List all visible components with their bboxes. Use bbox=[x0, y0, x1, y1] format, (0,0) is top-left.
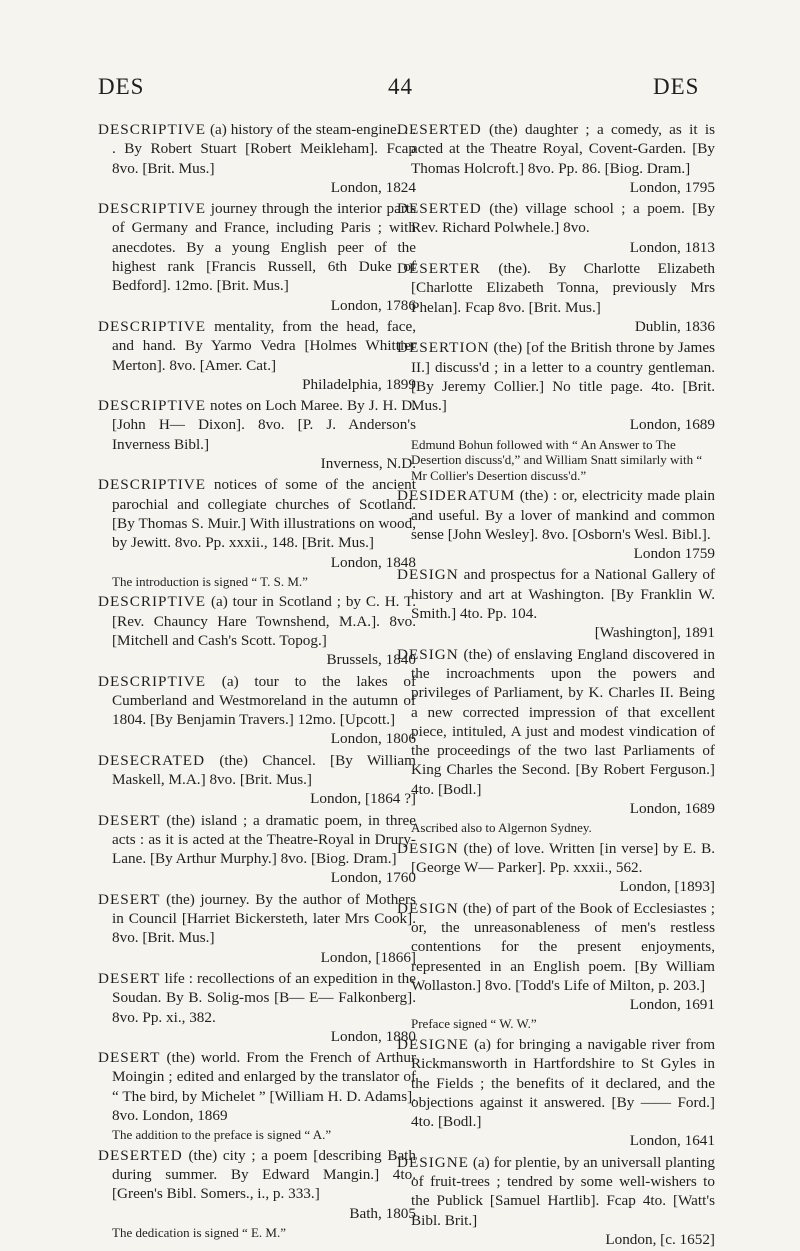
bibliography-entry bbox=[98, 969, 416, 1046]
entry-body: (a) tour in Scotland ; by C. H. T. [Rev. Chauncy Hare Townshend, M.A.]. 8vo. [Mitchell and Cash's Scott. Topog.] bbox=[112, 593, 417, 649]
entry-imprint: Bath, 1805 bbox=[349, 1204, 416, 1222]
entry-imprint: Philadelphia, 1899 bbox=[302, 375, 416, 393]
entry-body: (the) : or, electricity made plain and useful. By a lover of mankind and common sense [John Wesley]. 8vo. [Osborn's Wesl. Bibl.]. bbox=[411, 487, 716, 543]
entry-body: life : recollections of an expedition in the Soudan. By B. Solig-mos [B— E— Falkonberg]. 8vo. Pp. xi., 382. bbox=[112, 969, 417, 1026]
entry-imprint: Dublin, 1836 bbox=[634, 317, 715, 335]
entry-body: (the) journey. By the author of Mothers in Council [Harriet Bickersteth, later Mrs Cook]. 8vo. [Brit. Mus.] bbox=[112, 890, 416, 947]
entry-headword: DESERT bbox=[98, 1049, 161, 1067]
entry-body: (the) Chancel. [By William Maskell, M.A.] 8vo. [Brit. Mus.] bbox=[112, 751, 416, 788]
entry-body: (a) for plentie, by an universall planting of fruit-trees ; tendred by some well-wishers to the Publick [Samuel Hartlib]. Fcap 4to. [Watt's Bibl. Brit.] bbox=[411, 1153, 715, 1229]
entry-imprint: London, 1824 bbox=[330, 178, 416, 196]
bibliography-entry bbox=[98, 890, 416, 967]
right-column bbox=[397, 120, 715, 1251]
entry-headword: DESECRATED bbox=[98, 751, 206, 769]
bibliography-entry bbox=[98, 199, 416, 315]
entry-imprint: London, 1786 bbox=[330, 296, 416, 314]
entry-headword: DESCRIPTIVE bbox=[98, 200, 207, 218]
bibliography-entry bbox=[98, 396, 416, 473]
entry-imprint: [Washington], 1891 bbox=[594, 624, 715, 642]
entry-headword: DESCRIPTIVE bbox=[98, 397, 207, 415]
entry-body: mentality, from the head, face, and hand. By Yarmo Vedra [Holmes Whittier Merton]. 8vo. [Amer. Cat.] bbox=[112, 317, 416, 374]
entry-body: notices of some of the ancient parochial and collegiate churches of Scotland. [By Thomas S. Muir.] With illustrations on wood, by Jewitt. 8vo. Pp. xxxii., 148. [Brit. Mus.] bbox=[112, 476, 416, 552]
entry-body: (the) daughter ; a comedy, as it is acted at the Theatre Royal, Covent-Garden. [By Thomas Holcroft.] 8vo. Pp. 86. [Biog. Dram.] bbox=[411, 121, 716, 177]
entry-imprint: London, 1880 bbox=[330, 1027, 416, 1045]
entry-body: (the) island ; a dramatic poem, in three acts : as it is acted at the Theatre-Royal in Drury-Lane. [By Arthur Murphy.] 8vo. [Biog. Dram.] bbox=[112, 811, 417, 868]
entry-body: (a) history of the steam-engine. . . . By Robert Stuart [Robert Meikleham]. Fcap 8vo. [Brit. Mus.] bbox=[112, 121, 416, 177]
entry-imprint: London, 1760 bbox=[330, 869, 416, 887]
entry-imprint: London, 1795 bbox=[629, 178, 715, 196]
entry-imprint: London, [1893] bbox=[619, 878, 715, 896]
entry-imprint: London, 1806 bbox=[330, 730, 416, 748]
entry-imprint: Inverness, N.D. bbox=[320, 455, 416, 473]
bibliography-entry bbox=[98, 592, 416, 669]
bibliography-entry bbox=[397, 1153, 715, 1249]
entry-imprint: London, [1864 ?] bbox=[310, 790, 416, 808]
entry-headword: DESERTER bbox=[397, 260, 481, 278]
bibliography-entry bbox=[98, 672, 416, 749]
entry-note: Preface signed “ W. W.” bbox=[411, 1016, 537, 1032]
entry-headword: DESIGNE bbox=[397, 1035, 469, 1053]
entry-body: and prospectus for a National Gallery of history and art at Washington. [By Franklin W. Smith.] 4to. Pp. 104. bbox=[411, 566, 716, 623]
entry-imprint: London, [c. 1652] bbox=[605, 1230, 715, 1248]
entry-body: (the) village school ; a poem. [By Rev. Richard Polwhele.] 8vo. bbox=[411, 200, 715, 237]
entry-body: (the) of love. Written [in verse] by E. B. [George W— Parker]. Pp. xxxii., 562. bbox=[411, 839, 715, 877]
entry-headword: DESCRIPTIVE bbox=[98, 121, 207, 138]
left-column bbox=[98, 120, 416, 1244]
entry-headword: DESIGN bbox=[397, 566, 459, 584]
entry-note: The introduction is signed “ T. S. M.” bbox=[112, 573, 308, 589]
entry-body: (the) of enslaving England discovered in the incroachments upon the powers and privileges of Parliament, by K. Charles II. Being a new corrected impression of that excellent piece, intituled, A just and modest vindication of the proceedings of the two last Parliaments of King Charles the Second. [By Robert Ferguson.] 4to. [Bodl.] bbox=[411, 645, 715, 798]
bibliography-entry bbox=[397, 645, 715, 819]
header-right: DES bbox=[653, 74, 700, 99]
entry-note: The dedication is signed “ E. M.” bbox=[112, 1225, 287, 1241]
entry-headword: DESERT bbox=[98, 890, 161, 908]
entry-body: (a) for bringing a navigable river from Rickmansworth in Hartfordshire to St Gyles in the Fields ; the benefits of it declared, and the objections against it answered. [By —— Ford.] 4to. [Bodl.] bbox=[411, 1035, 716, 1131]
entry-imprint: London, 1848 bbox=[330, 553, 416, 571]
entry-imprint: London, [1866] bbox=[320, 948, 416, 966]
entry-headword: DESERT bbox=[98, 811, 161, 829]
header-left: DES bbox=[98, 74, 145, 99]
entry-imprint: London, 1691 bbox=[629, 996, 715, 1014]
bibliography-entry bbox=[397, 839, 715, 897]
bibliography-entry bbox=[98, 1048, 416, 1125]
entry-body: journey through the interior parts of Germany and France, including Paris ; with anecdotes. By a young English peer of the highest rank [Francis Russell, 6th Duke of Bedford]. 12mo. [Brit. Mus.] bbox=[112, 200, 417, 295]
bibliography-entry bbox=[397, 338, 715, 434]
entry-body: (the). By Charlotte Elizabeth [Charlotte Elizabeth Tonna, previously Mrs Phelan]. Fcap 8vo. [Brit. Mus.] bbox=[411, 260, 715, 316]
bibliography-entry bbox=[397, 120, 715, 197]
bibliography-entry bbox=[98, 475, 416, 571]
entry-headword: DESCRIPTIVE bbox=[98, 672, 207, 690]
entry-note: The addition to the preface is signed “ A.” bbox=[112, 1127, 332, 1143]
entry-body: (the) city ; a poem [describing Bath during summer. By Edward Mangin.] 4to. [Green's Bibl. Somers., i., p. 333.] bbox=[112, 1146, 416, 1203]
bibliography-entry bbox=[98, 751, 416, 809]
entry-imprint: London, 1689 bbox=[629, 416, 715, 434]
entry-headword: DESERTED bbox=[98, 1146, 183, 1164]
bibliography-entry bbox=[397, 486, 715, 563]
bibliography-entry bbox=[397, 565, 715, 642]
entry-headword: DESERT bbox=[98, 969, 161, 987]
entry-note: Edmund Bohun followed with “ An Answer to The Desertion discuss'd,” and William Snatt similarly with “ Mr Collier's Desertion discuss'd.” bbox=[411, 436, 703, 483]
entry-imprint: London 1759 bbox=[633, 545, 715, 563]
entry-note: Ascribed also to Algernon Sydney. bbox=[411, 820, 592, 836]
entry-headword: DESIGNE bbox=[397, 1153, 469, 1171]
entry-headword: DESIGN bbox=[397, 645, 459, 663]
bibliography-entry bbox=[397, 259, 715, 336]
page-number: 44 bbox=[388, 74, 413, 99]
entry-body: (the) [of the British throne by James II.] discuss'd ; in a letter to a country gentleman. [By Jeremy Collier.] No title page. 4to. [Brit. Mus.] bbox=[411, 339, 716, 415]
entry-headword: DESERTED bbox=[397, 121, 482, 138]
bibliography-entry bbox=[397, 899, 715, 1015]
entry-body: (the) of part of the Book of Ecclesiastes ; or, the unreasonableness of men's restless contentions for the present enjoyments, represented in an English poem. [By William Wollaston.] 8vo. [Todd's Life of Milton, p. 203.] bbox=[411, 899, 716, 994]
bibliography-entry bbox=[98, 120, 416, 197]
entry-headword: DESCRIPTIVE bbox=[98, 593, 207, 611]
entry-imprint: Brussels, 1840 bbox=[326, 651, 416, 669]
entry-headword: DESERTED bbox=[397, 200, 482, 218]
entry-body: (a) tour to the lakes of Cumberland and Westmoreland in the autumn of 1804. [By Benjamin Travers.] 12mo. [Upcott.] bbox=[112, 672, 416, 729]
entry-headword: DESIGN bbox=[397, 899, 459, 917]
entry-headword: DESIGN bbox=[397, 839, 459, 857]
entry-headword: DESCRIPTIVE bbox=[98, 476, 207, 494]
bibliography-entry bbox=[98, 1146, 416, 1223]
bibliography-entry bbox=[397, 199, 715, 257]
bibliography-entry bbox=[397, 1035, 715, 1151]
entry-imprint: London, 1641 bbox=[629, 1132, 715, 1150]
entry-imprint: London, 1813 bbox=[629, 238, 715, 256]
running-header bbox=[0, 74, 800, 114]
entry-headword: DESERTION bbox=[397, 339, 490, 357]
entry-body: (the) world. From the French of Arthur Moingin ; edited and enlarged by the translator of “ The bird, by Michelet ” [William H. D. Adams]. 8vo. London, 1869 bbox=[112, 1049, 417, 1125]
entry-imprint: London, 1689 bbox=[629, 800, 715, 817]
entry-body: notes on Loch Maree. By J. H. D. [John H— Dixon]. 8vo. [P. J. Anderson's Inverness Bibl.] bbox=[112, 397, 416, 453]
bibliography-entry bbox=[98, 811, 416, 888]
bibliography-entry bbox=[98, 317, 416, 394]
entry-headword: DESIDERATUM bbox=[397, 487, 516, 505]
entry-headword: DESCRIPTIVE bbox=[98, 317, 207, 335]
